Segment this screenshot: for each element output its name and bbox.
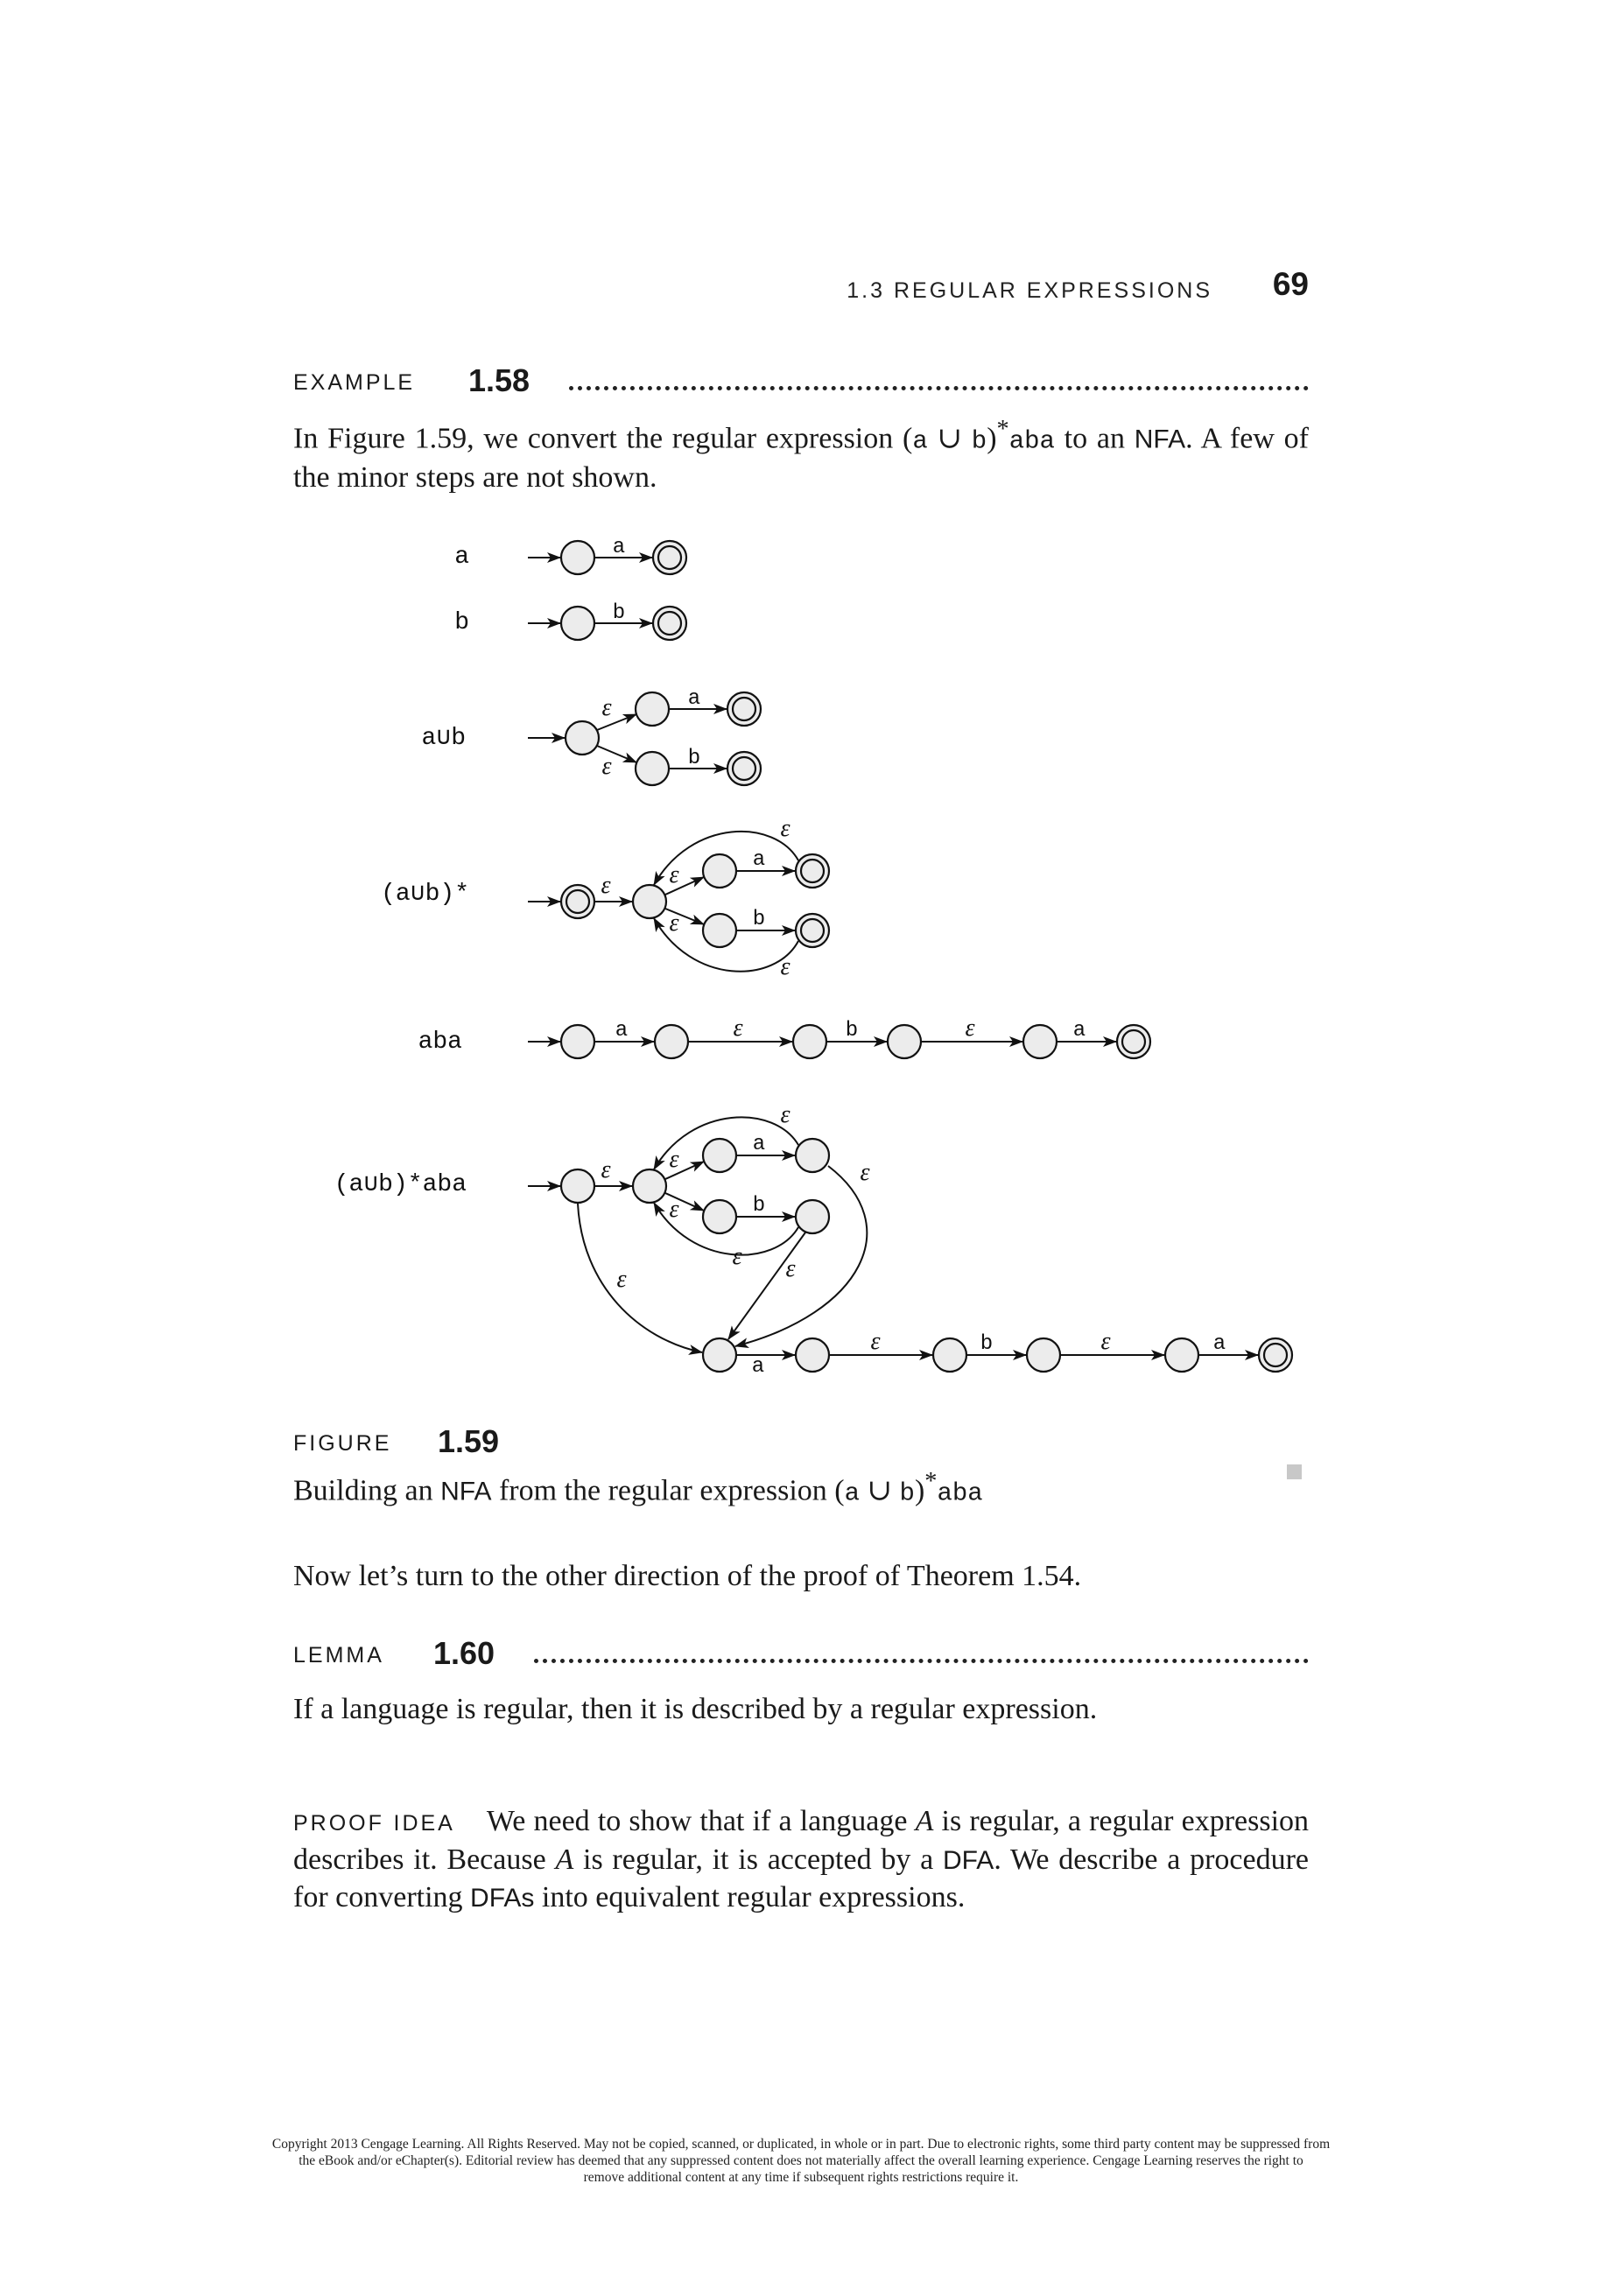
proof-var-a: A xyxy=(915,1805,934,1837)
caption-re-close: ) xyxy=(914,1474,925,1507)
state xyxy=(561,1169,594,1203)
edge-label-epsilon: ε xyxy=(785,1255,796,1282)
lemma-number: 1.60 xyxy=(433,1635,495,1671)
state xyxy=(561,541,594,574)
edge-label-epsilon: ε xyxy=(965,1015,975,1042)
intro-text: to an xyxy=(1054,422,1135,455)
intro-nfa: NFA xyxy=(1134,425,1186,454)
state xyxy=(796,1139,829,1172)
edge-label-epsilon: ε xyxy=(733,1015,743,1042)
edge-label-epsilon: ε xyxy=(870,1328,881,1355)
state xyxy=(1165,1338,1198,1372)
edge-label-a: a xyxy=(752,848,766,872)
edge-label-a: a xyxy=(751,1355,765,1379)
figure-label: FIGURE xyxy=(293,1431,392,1456)
proof-text: is regular, it is accepted by a xyxy=(573,1843,943,1876)
caption-re-b: b xyxy=(899,1478,915,1508)
state xyxy=(796,1338,829,1372)
accept-state-inner xyxy=(1122,1030,1145,1053)
edge-label-a: a xyxy=(752,1133,766,1156)
example-number: 1.58 xyxy=(468,362,530,398)
state xyxy=(1023,1025,1057,1058)
state xyxy=(703,1338,736,1372)
row-label-full: (a∪b)*aba xyxy=(334,1171,467,1198)
row-label-a: a xyxy=(454,544,469,571)
edge-label-b: b xyxy=(845,1019,859,1043)
lemma-label: LEMMA xyxy=(293,1643,384,1668)
copyright-line: Copyright 2013 Cengage Learning. All Rights Reserved. May not be copied, scanned, or duplicated, in whole or in part. Due to electronic rights, some third party content may be suppressed from xyxy=(271,2137,1331,2152)
state xyxy=(636,752,669,785)
edge-label-epsilon: ε xyxy=(669,1196,679,1223)
caption-re-open: ( xyxy=(834,1474,845,1507)
edge-label-b: b xyxy=(752,1194,766,1218)
epsilon-arrow xyxy=(578,1204,702,1352)
state xyxy=(633,885,666,918)
proof-idea-label: PROOF IDEA xyxy=(293,1811,455,1836)
state xyxy=(561,1025,594,1058)
state xyxy=(703,1139,736,1172)
copyright-line: the eBook and/or eChapter(s). Editorial review has deemed that any suppressed content does not materially affect the overall learning experience. Cengage Learning reserves the right to xyxy=(299,2153,1303,2168)
accept-state-inner xyxy=(658,612,681,635)
heading-rule xyxy=(534,1659,1309,1663)
copyright-notice xyxy=(175,2136,1427,2186)
edge-label-a: a xyxy=(1212,1332,1226,1356)
state xyxy=(796,1200,829,1233)
edge-label-b: b xyxy=(752,908,766,931)
proof-dfas: DFAs xyxy=(470,1884,535,1913)
edge-label-epsilon: ε xyxy=(1100,1328,1111,1355)
accept-state-inner xyxy=(1264,1344,1287,1366)
edge-label-a: a xyxy=(1072,1019,1086,1043)
intro-re-b: b xyxy=(971,426,987,456)
intro-re-close: ) xyxy=(987,422,997,455)
state xyxy=(655,1025,688,1058)
transition-paragraph: Now let’s turn to the other direction of the proof of Theorem 1.54. xyxy=(293,1560,1082,1592)
intro-text: In Figure 1.59, we convert the regular expression xyxy=(293,422,903,455)
edge-label-epsilon: ε xyxy=(601,694,612,721)
example-label: EXAMPLE xyxy=(293,370,416,395)
row-label-b: b xyxy=(454,609,469,636)
state xyxy=(561,607,594,640)
edge-label-epsilon: ε xyxy=(669,1146,679,1173)
state xyxy=(793,1025,826,1058)
proof-dfa: DFA xyxy=(942,1846,994,1875)
copyright-line: remove additional content at any time if subsequent rights restrictions require it. xyxy=(583,2170,1019,2185)
accept-state-inner xyxy=(801,919,824,942)
accept-state-inner xyxy=(801,860,824,882)
accept-state-inner xyxy=(733,698,755,720)
intro-re-a: a xyxy=(912,426,928,456)
edge-label-epsilon: ε xyxy=(780,953,790,980)
epsilon-arrow xyxy=(735,1166,867,1346)
caption-nfa: NFA xyxy=(440,1477,492,1506)
state xyxy=(888,1025,921,1058)
caption-text: from the regular expression xyxy=(491,1474,835,1507)
caption-text: Building an xyxy=(293,1474,441,1507)
page-number: 69 xyxy=(1272,266,1309,302)
edge-label-b: b xyxy=(980,1332,994,1356)
lemma-statement: If a language is regular, then it is described by a regular expression. xyxy=(293,1693,1098,1725)
state xyxy=(703,854,736,888)
running-head-section: 1.3 REGULAR EXPRESSIONS xyxy=(847,278,1212,303)
proof-idea-paragraph xyxy=(293,1803,1309,1917)
edge-label-epsilon: ε xyxy=(732,1243,742,1270)
edge-label-epsilon: ε xyxy=(669,861,679,888)
edge-label-epsilon: ε xyxy=(780,815,790,842)
edge-label-epsilon: ε xyxy=(601,1156,611,1183)
edge-label-epsilon: ε xyxy=(616,1266,627,1293)
accept-state-inner xyxy=(566,890,589,913)
edge-label-epsilon: ε xyxy=(860,1159,870,1186)
intro-re-open: ( xyxy=(903,422,913,455)
figure-heading xyxy=(293,1418,643,1462)
edge-label-epsilon: ε xyxy=(669,909,679,937)
state xyxy=(933,1338,966,1372)
proof-text: is regular, a regular expression describes it. Because xyxy=(293,1805,1310,1876)
caption-re-a: a xyxy=(844,1478,861,1508)
row-label-a-union-b: a∪b xyxy=(421,725,466,752)
caption-re-aba: aba xyxy=(937,1478,983,1508)
state xyxy=(1027,1338,1060,1372)
caption-re-union: ∪ xyxy=(860,1474,900,1507)
edge-label-epsilon: ε xyxy=(780,1101,790,1128)
edge-label-a: a xyxy=(687,687,701,711)
figure-number: 1.59 xyxy=(438,1423,500,1459)
proof-text: into equivalent regular expressions. xyxy=(534,1881,966,1913)
end-of-example-mark xyxy=(1287,1464,1302,1479)
proof-text: We need to show that if a language xyxy=(486,1805,916,1837)
accept-state-inner xyxy=(658,546,681,569)
row-label-star: (a∪b)* xyxy=(381,881,469,908)
edge-label-epsilon: ε xyxy=(601,872,611,899)
caption-re-star: * xyxy=(924,1468,938,1495)
intro-re-aba: aba xyxy=(1008,426,1055,456)
start-state xyxy=(566,721,599,755)
intro-re-star: * xyxy=(996,416,1009,443)
lemma-heading xyxy=(293,1630,1309,1674)
edge-label-b: b xyxy=(687,747,701,770)
edge-label-b: b xyxy=(612,601,626,625)
edge-label-a: a xyxy=(612,536,626,559)
state xyxy=(703,914,736,947)
state xyxy=(633,1169,666,1203)
row-label-aba: aba xyxy=(418,1029,462,1056)
intro-text: . A few of the minor steps are not shown. xyxy=(293,422,1309,495)
state xyxy=(636,692,669,726)
figure-caption xyxy=(293,1464,983,1512)
accept-state-inner xyxy=(733,757,755,780)
edge-label-a: a xyxy=(615,1019,629,1043)
state xyxy=(703,1200,736,1233)
intro-re-union: ∪ xyxy=(927,422,972,455)
proof-text: . We describe a procedure for converting xyxy=(293,1843,1309,1913)
proof-var-a: A xyxy=(555,1843,574,1876)
edge-label-epsilon: ε xyxy=(601,753,612,780)
